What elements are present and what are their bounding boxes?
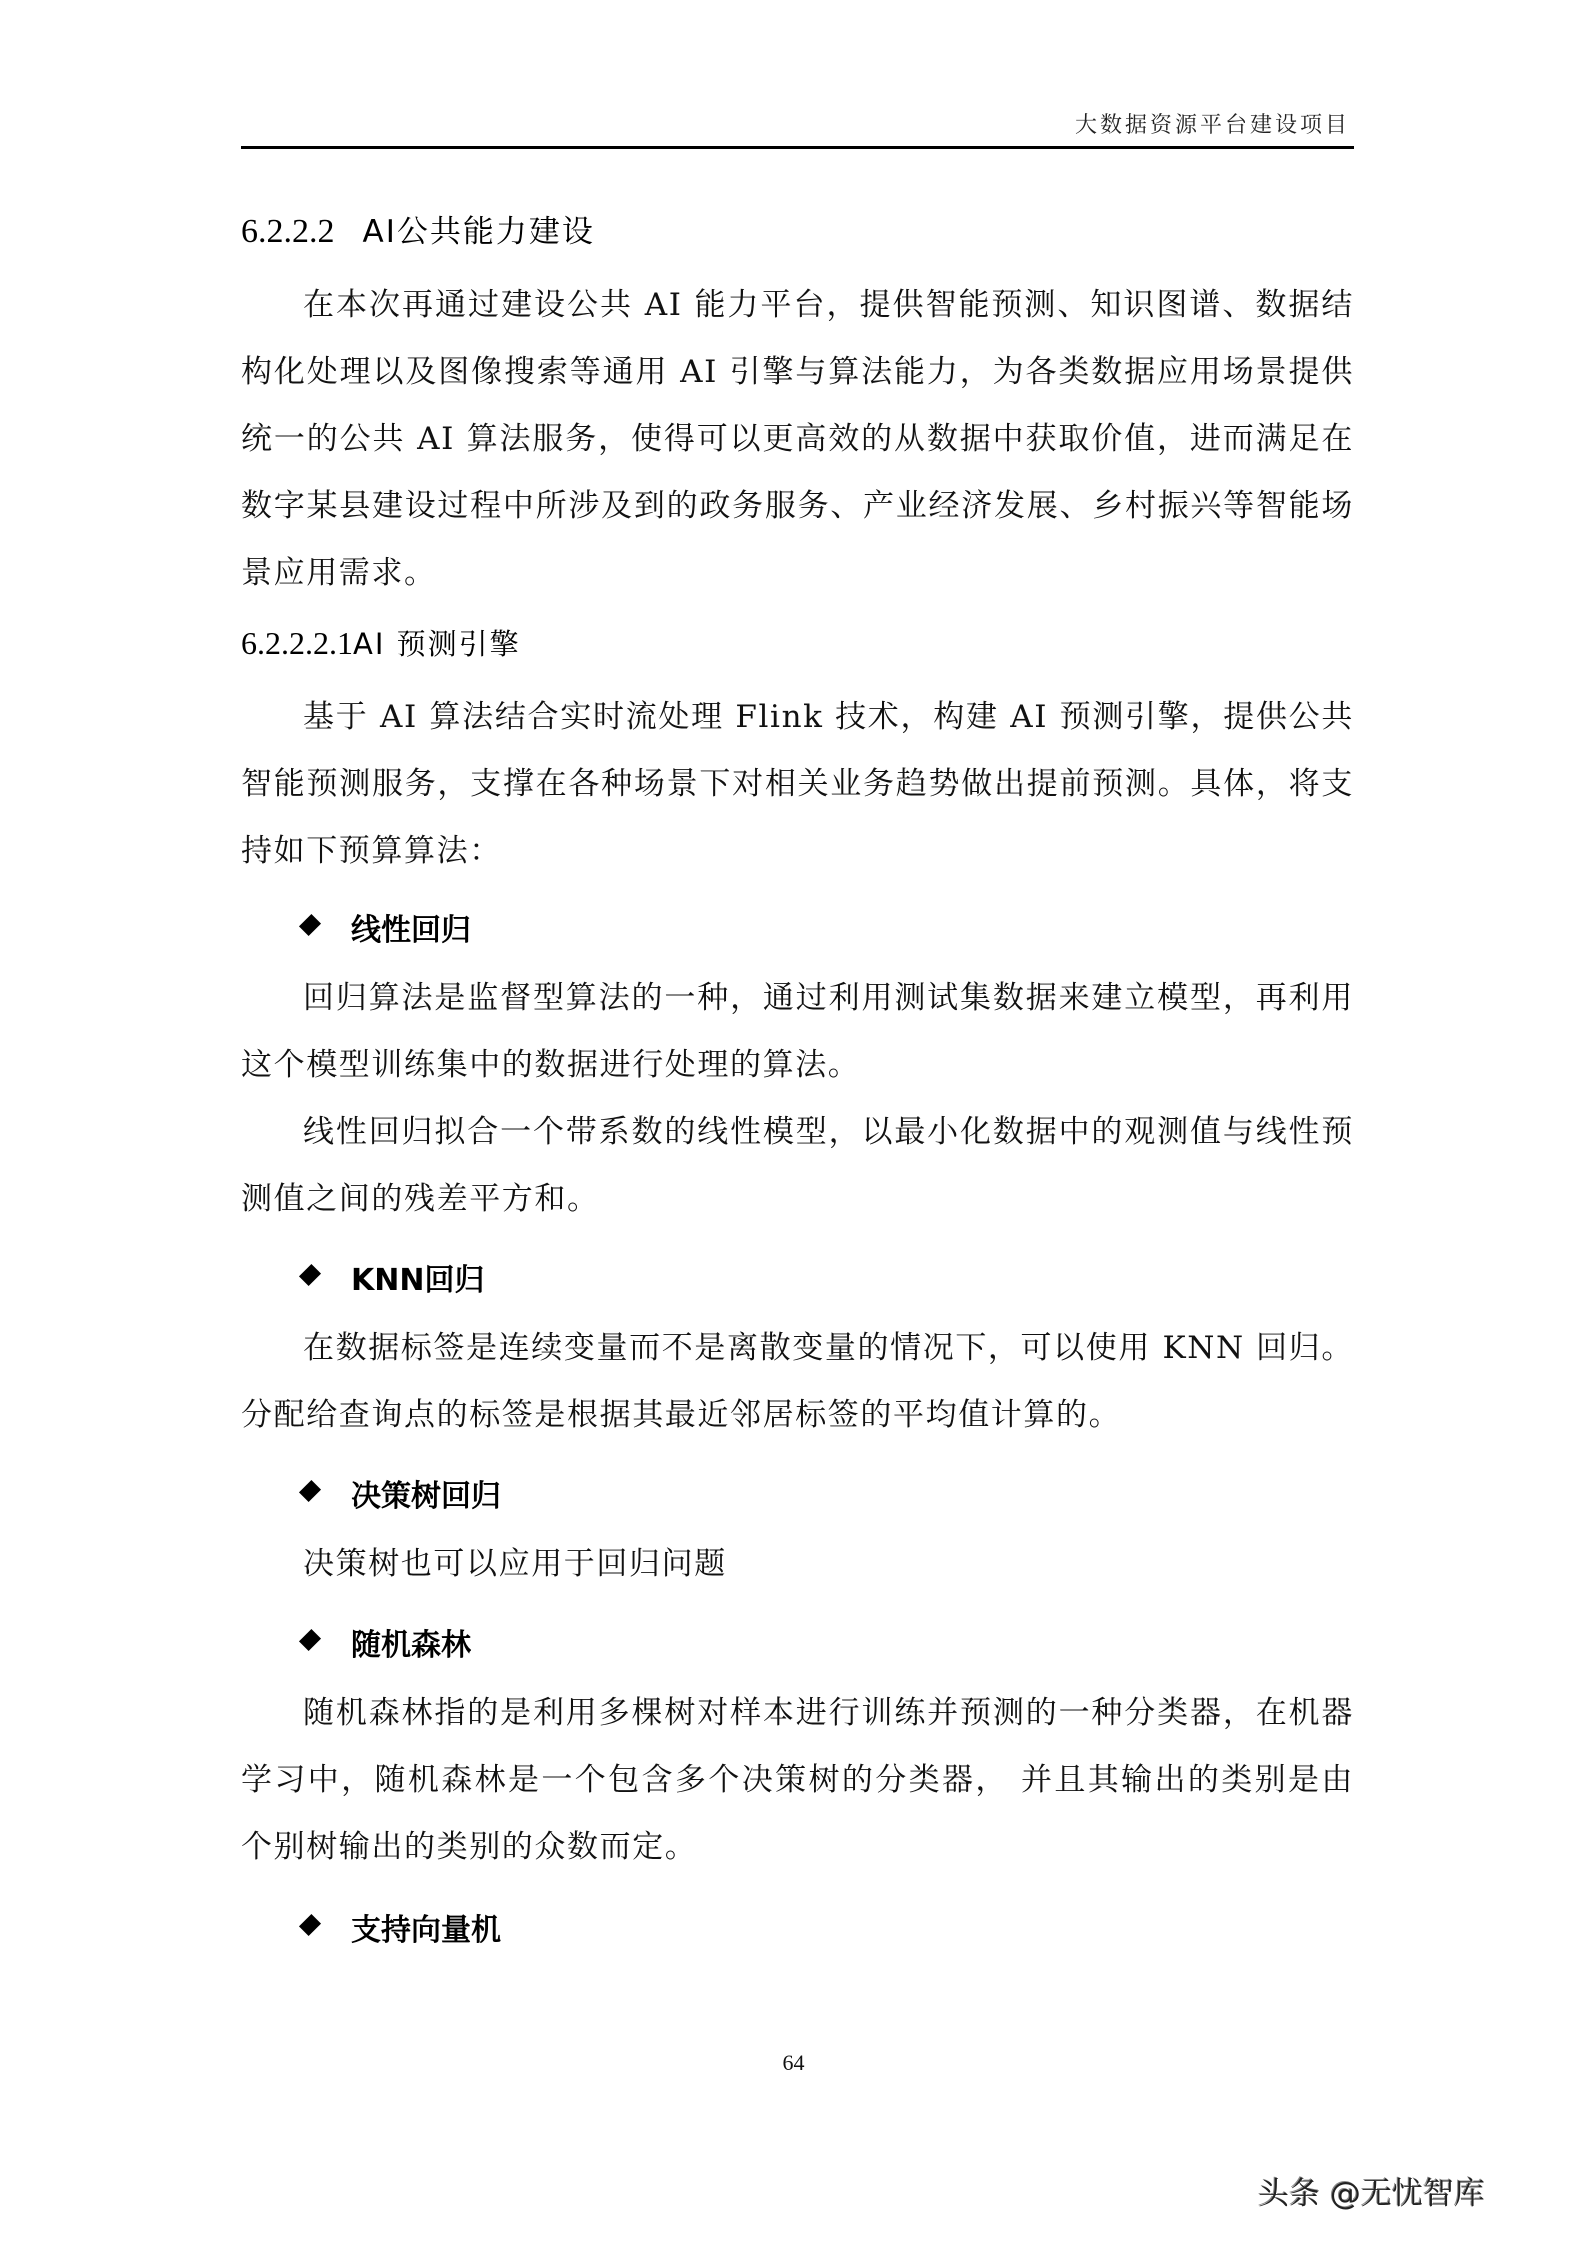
document-title: 大数据资源平台建设项目 xyxy=(1074,113,1350,138)
algorithm-name: KNN回归 xyxy=(351,1263,485,1298)
diamond-bullet-icon xyxy=(299,916,321,938)
algorithm-paragraph: 回归算法是监督型算法的一种，通过利用测试集数据来建立模型，再利用这个模型训练集中的数据进行处理的算法。 xyxy=(241,980,1354,1083)
page-header xyxy=(241,108,1354,146)
algorithm-name: 线性回归 xyxy=(351,913,471,948)
section-intro-paragraph: 在本次再通过建设公共 AI 能力平台，提供智能预测、知识图谱、数据结构化处理以及图像搜索等通用 AI 引擎与算法能力，为各类数据应用场景提供统一的公共 AI 算法服务，使得可以更高效的从数据中获取价值，进而满足在数字某县建设过程中所涉及到的政务服务、产业经济发展、乡村振兴等智能场景应用需求。 xyxy=(241,287,1354,591)
header-divider xyxy=(241,146,1354,149)
algorithm-paragraph: 在数据标签是连续变量而不是离散变量的情况下，可以使用 KNN 回归。分配给查询点的标签是根据其最近邻居标签的平均值计算的。 xyxy=(241,1330,1354,1433)
diamond-bullet-icon xyxy=(299,1482,321,1504)
diamond-bullet-icon xyxy=(299,1266,321,1288)
algorithm-name: 决策树回归 xyxy=(351,1479,501,1514)
algorithm-name: 支持向量机 xyxy=(351,1913,501,1948)
diamond-bullet-icon xyxy=(299,1631,321,1653)
subsection-heading xyxy=(241,611,1354,676)
algorithm-heading-svm xyxy=(241,1889,1354,1965)
section-title: AI公共能力建设 xyxy=(362,214,595,250)
subsection-intro-paragraph: 基于 AI 算法结合实时流处理 Flink 技术，构建 AI 预测引擎，提供公共智能预测服务，支撑在各种场景下对相关业务趋势做出提前预测。具体，将支持如下预算算法： xyxy=(241,699,1354,869)
subsection-number: 6.2.2.2.1 xyxy=(241,625,353,661)
algorithm-heading-knn-regression xyxy=(241,1239,1354,1315)
algorithm-paragraph: 随机森林指的是利用多棵树对样本进行训练并预测的一种分类器，在机器学习中，随机森林是一个包含多个决策树的分类器， 并且其输出的类别是由个别树输出的类别的众数而定。 xyxy=(241,1695,1354,1865)
section-number: 6.2.2.2 xyxy=(241,213,335,250)
algorithm-paragraph: 决策树也可以应用于回归问题 xyxy=(303,1546,727,1582)
page-content xyxy=(241,200,1354,1965)
page-number: 64 xyxy=(782,2050,805,2075)
source-watermark: 头条 @无忧智库 xyxy=(1258,2176,1485,2212)
algorithm-name: 随机森林 xyxy=(351,1628,471,1663)
algorithm-heading-decision-tree-regression xyxy=(241,1455,1354,1531)
diamond-bullet-icon xyxy=(299,1916,321,1938)
algorithm-paragraph: 线性回归拟合一个带系数的线性模型，以最小化数据中的观测值与线性预测值之间的残差平方和。 xyxy=(241,1114,1354,1217)
algorithm-heading-linear-regression xyxy=(241,889,1354,965)
section-heading xyxy=(241,200,1354,264)
subsection-title: AI 预测引擎 xyxy=(353,627,521,661)
algorithm-heading-random-forest xyxy=(241,1604,1354,1680)
